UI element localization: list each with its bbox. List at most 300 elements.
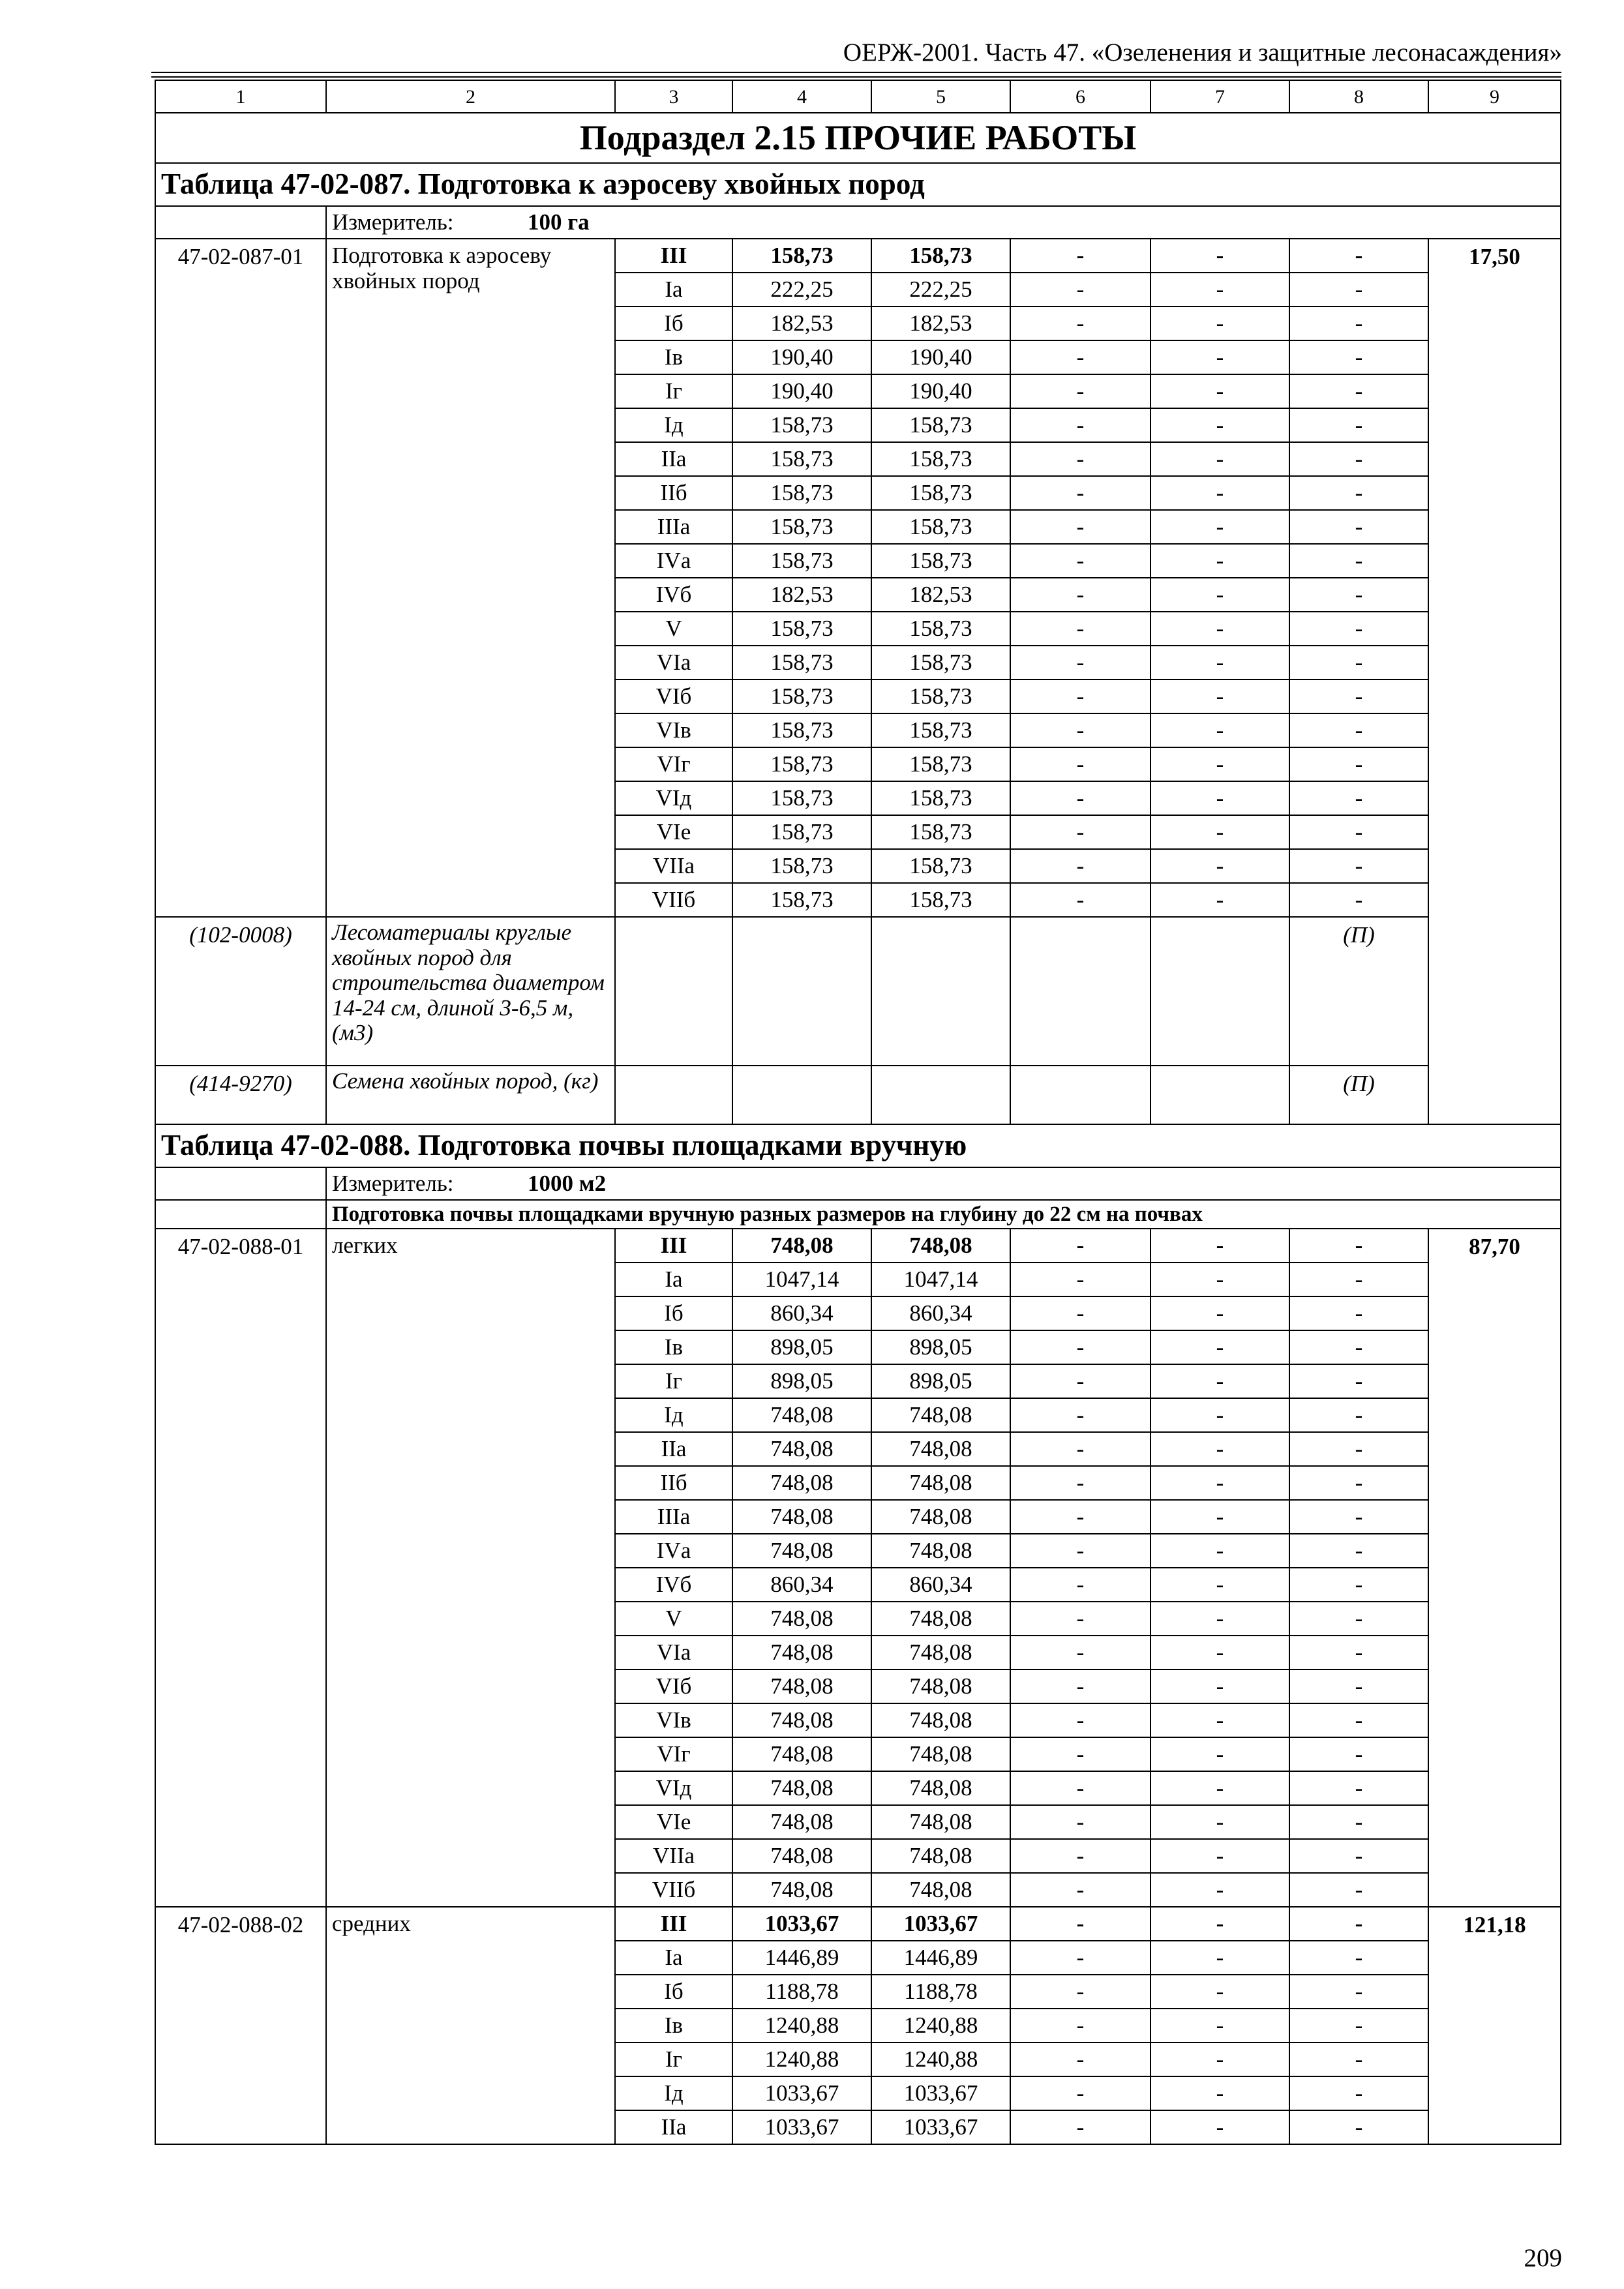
rate-value: - bbox=[1010, 646, 1150, 680]
rate-value: - bbox=[1289, 1975, 1428, 2009]
rate-value: - bbox=[1010, 1941, 1150, 1975]
rate-value: - bbox=[1010, 510, 1150, 544]
rate-value: - bbox=[1289, 747, 1428, 781]
material-code: (102-0008) bbox=[155, 917, 326, 1066]
rate-value: 748,08 bbox=[871, 1602, 1010, 1636]
rate-value: 748,08 bbox=[871, 1805, 1010, 1839]
rate-value: 860,34 bbox=[871, 1568, 1010, 1602]
column-number: 7 bbox=[1150, 80, 1289, 113]
measure-spacer bbox=[155, 1167, 326, 1200]
rate-value: 222,25 bbox=[871, 273, 1010, 307]
rate-value: - bbox=[1010, 1873, 1150, 1907]
zone-code: III bbox=[615, 239, 732, 273]
rate-value: - bbox=[1150, 815, 1289, 849]
rate-value: - bbox=[1150, 646, 1289, 680]
rate-value: 158,73 bbox=[732, 646, 871, 680]
header-rule bbox=[151, 72, 1561, 73]
material-name: Семена хвойных пород, (кг) bbox=[326, 1066, 615, 1124]
rate-value: - bbox=[1150, 883, 1289, 917]
rate-value: 158,73 bbox=[732, 815, 871, 849]
material-code: (414-9270) bbox=[155, 1066, 326, 1124]
zone-code: VIа bbox=[615, 646, 732, 680]
rate-value: - bbox=[1150, 578, 1289, 612]
rate-value: - bbox=[1010, 1636, 1150, 1669]
rate-value: - bbox=[1289, 578, 1428, 612]
rate-value: - bbox=[1289, 1568, 1428, 1602]
column-number-row bbox=[155, 80, 1561, 113]
zone-code: Iб bbox=[615, 1975, 732, 2009]
rate-value: - bbox=[1150, 1364, 1289, 1398]
rate-value: 748,08 bbox=[871, 1771, 1010, 1805]
rate-value: - bbox=[1010, 2009, 1150, 2042]
zone-code: Iг bbox=[615, 374, 732, 408]
rate-value: - bbox=[1150, 374, 1289, 408]
row-name: Подготовка к аэросеву хвойных пород bbox=[326, 239, 615, 917]
rate-value: 1033,67 bbox=[871, 2110, 1010, 2144]
column-number: 4 bbox=[732, 80, 871, 113]
rate-value: - bbox=[1289, 273, 1428, 307]
rate-value: - bbox=[1289, 781, 1428, 815]
empty-cell bbox=[871, 917, 1010, 1066]
zone-code: VIIб bbox=[615, 883, 732, 917]
rate-value: 158,73 bbox=[732, 612, 871, 646]
rate-value: - bbox=[1289, 340, 1428, 374]
rate-value: - bbox=[1150, 442, 1289, 476]
empty-cell bbox=[732, 917, 871, 1066]
rate-value: - bbox=[1150, 781, 1289, 815]
rate-value: 182,53 bbox=[871, 307, 1010, 340]
rate-value: - bbox=[1150, 1703, 1289, 1737]
rate-value: - bbox=[1289, 476, 1428, 510]
rate-value: - bbox=[1010, 2042, 1150, 2076]
column-number: 6 bbox=[1010, 80, 1150, 113]
rate-value: - bbox=[1289, 239, 1428, 273]
rate-value: - bbox=[1150, 680, 1289, 713]
rate-value: - bbox=[1289, 1669, 1428, 1703]
rate-value: - bbox=[1010, 680, 1150, 713]
rate-value: - bbox=[1289, 1873, 1428, 1907]
rate-value: 748,08 bbox=[732, 1500, 871, 1534]
rate-value: 1033,67 bbox=[732, 1907, 871, 1941]
measure bbox=[326, 206, 1561, 239]
rate-value: 748,08 bbox=[871, 1432, 1010, 1466]
rate-value: - bbox=[1289, 544, 1428, 578]
rate-value: 748,08 bbox=[732, 1466, 871, 1500]
subheader: Подготовка почвы площадками вручную разных размеров на глубину до 22 см на почвах bbox=[326, 1200, 1561, 1229]
zone-code: IIа bbox=[615, 2110, 732, 2144]
rate-value: 1188,78 bbox=[871, 1975, 1010, 2009]
rate-value: 748,08 bbox=[871, 1737, 1010, 1771]
rate-value: - bbox=[1289, 849, 1428, 883]
rate-value: - bbox=[1289, 1941, 1428, 1975]
rate-value: - bbox=[1150, 2110, 1289, 2144]
section-title-row bbox=[155, 113, 1561, 163]
rate-value: - bbox=[1150, 1466, 1289, 1500]
zone-code: VIа bbox=[615, 1636, 732, 1669]
rate-value: - bbox=[1010, 1364, 1150, 1398]
rate-value: 182,53 bbox=[732, 307, 871, 340]
zone-code: VIв bbox=[615, 713, 732, 747]
empty-cell bbox=[871, 1066, 1010, 1124]
rate-value: 1033,67 bbox=[732, 2076, 871, 2110]
zone-code: VIб bbox=[615, 1669, 732, 1703]
rate-value: 158,73 bbox=[871, 239, 1010, 273]
rate-value: - bbox=[1010, 374, 1150, 408]
rate-value: - bbox=[1150, 340, 1289, 374]
rate-value: - bbox=[1289, 510, 1428, 544]
empty-cell bbox=[1010, 1066, 1150, 1124]
rate-value: - bbox=[1150, 1568, 1289, 1602]
table-title: Таблица 47-02-087. Подготовка к аэросеву хвойных пород bbox=[155, 163, 1561, 206]
rate-value: 898,05 bbox=[732, 1330, 871, 1364]
table-row bbox=[155, 1229, 1561, 1263]
rate-value: - bbox=[1289, 1398, 1428, 1432]
zone-code: IVб bbox=[615, 578, 732, 612]
empty-cell bbox=[1010, 917, 1150, 1066]
zone-code: Iа bbox=[615, 1263, 732, 1296]
table-title-row bbox=[155, 1124, 1561, 1167]
rate-value: - bbox=[1010, 340, 1150, 374]
rate-value: 748,08 bbox=[871, 1500, 1010, 1534]
material-unit-flag: (П) bbox=[1289, 1066, 1428, 1124]
rate-value: - bbox=[1150, 1975, 1289, 2009]
rate-value: 748,08 bbox=[871, 1669, 1010, 1703]
rate-value: - bbox=[1289, 2042, 1428, 2076]
rates-table bbox=[155, 80, 1561, 2145]
zone-code: Iг bbox=[615, 2042, 732, 2076]
rate-value: 158,73 bbox=[871, 883, 1010, 917]
rate-value: 158,73 bbox=[732, 544, 871, 578]
material-name: Лесоматериалы круглые хвойных пород для строительства диаметром 14-24 см, длиной 3-6,5 м, (м3) bbox=[326, 917, 615, 1066]
zone-code: IIIа bbox=[615, 1500, 732, 1534]
subheader-row bbox=[155, 1200, 1561, 1229]
rate-value: 158,73 bbox=[732, 747, 871, 781]
row-total: 121,18 bbox=[1428, 1907, 1561, 2144]
zone-code: VIб bbox=[615, 680, 732, 713]
rate-value: 860,34 bbox=[871, 1296, 1010, 1330]
column-number: 8 bbox=[1289, 80, 1428, 113]
measure bbox=[326, 1167, 1561, 1200]
rate-value: 748,08 bbox=[871, 1398, 1010, 1432]
rate-value: - bbox=[1010, 1534, 1150, 1568]
empty-cell bbox=[1150, 917, 1289, 1066]
rate-value: - bbox=[1289, 1263, 1428, 1296]
material-row bbox=[155, 917, 1561, 1066]
rate-value: - bbox=[1289, 1805, 1428, 1839]
rate-value: 158,73 bbox=[871, 849, 1010, 883]
rate-value: - bbox=[1289, 1703, 1428, 1737]
rate-value: - bbox=[1289, 408, 1428, 442]
rate-value: 860,34 bbox=[732, 1568, 871, 1602]
rate-value: - bbox=[1150, 273, 1289, 307]
zone-code: IVа bbox=[615, 1534, 732, 1568]
rate-value: - bbox=[1010, 544, 1150, 578]
rate-value: 158,73 bbox=[732, 883, 871, 917]
rate-value: - bbox=[1150, 1805, 1289, 1839]
row-name: средних bbox=[326, 1907, 615, 2144]
rate-value: 1047,14 bbox=[732, 1263, 871, 1296]
rate-value: - bbox=[1150, 849, 1289, 883]
rate-value: - bbox=[1289, 1432, 1428, 1466]
rate-value: - bbox=[1289, 1466, 1428, 1500]
rate-value: 158,73 bbox=[732, 781, 871, 815]
rate-value: 158,73 bbox=[732, 442, 871, 476]
rate-value: - bbox=[1289, 1296, 1428, 1330]
rate-value: - bbox=[1289, 612, 1428, 646]
rate-value: - bbox=[1010, 1737, 1150, 1771]
rate-value: 748,08 bbox=[732, 1737, 871, 1771]
empty-cell bbox=[615, 917, 732, 1066]
zone-code: VIе bbox=[615, 1805, 732, 1839]
zone-code: VIг bbox=[615, 1737, 732, 1771]
rate-value: - bbox=[1010, 442, 1150, 476]
rate-value: - bbox=[1150, 1907, 1289, 1941]
column-number: 5 bbox=[871, 80, 1010, 113]
rate-value: - bbox=[1289, 442, 1428, 476]
empty-cell bbox=[1150, 1066, 1289, 1124]
zone-code: Iа bbox=[615, 273, 732, 307]
rate-value: - bbox=[1150, 307, 1289, 340]
rate-value: - bbox=[1150, 1432, 1289, 1466]
rate-value: 748,08 bbox=[871, 1636, 1010, 1669]
rate-value: 158,73 bbox=[871, 713, 1010, 747]
rate-value: - bbox=[1150, 1330, 1289, 1364]
column-number: 1 bbox=[155, 80, 326, 113]
rate-value: - bbox=[1150, 713, 1289, 747]
measure-label: Измеритель: bbox=[332, 209, 454, 235]
measure-value: 100 га bbox=[528, 209, 590, 235]
column-number: 3 bbox=[615, 80, 732, 113]
rate-value: - bbox=[1010, 713, 1150, 747]
rate-value: - bbox=[1010, 747, 1150, 781]
rate-value: - bbox=[1150, 747, 1289, 781]
zone-code: Iд bbox=[615, 408, 732, 442]
zone-code: IVб bbox=[615, 1568, 732, 1602]
rate-value: - bbox=[1150, 510, 1289, 544]
rate-value: - bbox=[1010, 1568, 1150, 1602]
rate-value: 158,73 bbox=[732, 408, 871, 442]
rate-value: 1188,78 bbox=[732, 1975, 871, 2009]
rate-value: - bbox=[1289, 2110, 1428, 2144]
zone-code: VIв bbox=[615, 1703, 732, 1737]
row-code: 47-02-087-01 bbox=[155, 239, 326, 917]
rate-value: 748,08 bbox=[871, 1873, 1010, 1907]
rate-value: 190,40 bbox=[732, 374, 871, 408]
rate-value: - bbox=[1010, 1500, 1150, 1534]
rate-value: - bbox=[1010, 578, 1150, 612]
column-number: 2 bbox=[326, 80, 615, 113]
rate-value: 1033,67 bbox=[732, 2110, 871, 2144]
rate-value: 748,08 bbox=[871, 1703, 1010, 1737]
rate-value: 190,40 bbox=[732, 340, 871, 374]
rate-value: - bbox=[1289, 1771, 1428, 1805]
rate-value: - bbox=[1010, 612, 1150, 646]
table-row bbox=[155, 1907, 1561, 1941]
rate-value: 748,08 bbox=[732, 1432, 871, 1466]
rate-value: - bbox=[1289, 680, 1428, 713]
rate-value: 748,08 bbox=[732, 1805, 871, 1839]
rate-value: 748,08 bbox=[871, 1229, 1010, 1263]
rate-value: - bbox=[1010, 1466, 1150, 1500]
rate-value: - bbox=[1150, 2009, 1289, 2042]
rate-value: - bbox=[1010, 781, 1150, 815]
zone-code: IIб bbox=[615, 1466, 732, 1500]
zone-code: Iв bbox=[615, 1330, 732, 1364]
measure-row bbox=[155, 206, 1561, 239]
rate-value: 158,73 bbox=[732, 849, 871, 883]
zone-code: Iб bbox=[615, 1296, 732, 1330]
rate-value: - bbox=[1010, 239, 1150, 273]
rate-value: 158,73 bbox=[732, 510, 871, 544]
zone-code: IIа bbox=[615, 442, 732, 476]
rate-value: - bbox=[1010, 1398, 1150, 1432]
rate-value: - bbox=[1289, 374, 1428, 408]
rate-value: - bbox=[1289, 1636, 1428, 1669]
column-number: 9 bbox=[1428, 80, 1561, 113]
rate-value: 748,08 bbox=[871, 1534, 1010, 1568]
zone-code: VIе bbox=[615, 815, 732, 849]
rate-value: - bbox=[1150, 1398, 1289, 1432]
rate-value: 1446,89 bbox=[732, 1941, 871, 1975]
rate-value: - bbox=[1150, 1771, 1289, 1805]
rate-value: - bbox=[1289, 883, 1428, 917]
rate-value: 182,53 bbox=[732, 578, 871, 612]
rate-value: 158,73 bbox=[732, 713, 871, 747]
rate-value: - bbox=[1150, 1602, 1289, 1636]
rate-value: - bbox=[1010, 2110, 1150, 2144]
rate-value: 190,40 bbox=[871, 374, 1010, 408]
rate-value: 748,08 bbox=[732, 1669, 871, 1703]
zone-code: VIIа bbox=[615, 1839, 732, 1873]
rate-value: 158,73 bbox=[871, 544, 1010, 578]
rate-value: - bbox=[1010, 476, 1150, 510]
rate-value: - bbox=[1289, 1907, 1428, 1941]
rate-value: - bbox=[1150, 1636, 1289, 1669]
measure-label: Измеритель: bbox=[332, 1170, 454, 1196]
rate-value: - bbox=[1150, 1941, 1289, 1975]
rate-value: - bbox=[1010, 815, 1150, 849]
rate-value: - bbox=[1150, 1296, 1289, 1330]
zone-code: VIд bbox=[615, 1771, 732, 1805]
rate-value: - bbox=[1289, 1534, 1428, 1568]
rate-value: 158,73 bbox=[871, 646, 1010, 680]
rate-value: - bbox=[1010, 1432, 1150, 1466]
rate-value: - bbox=[1289, 2076, 1428, 2110]
row-code: 47-02-088-01 bbox=[155, 1229, 326, 1907]
rate-value: 898,05 bbox=[871, 1364, 1010, 1398]
row-name: легких bbox=[326, 1229, 615, 1907]
rate-value: - bbox=[1150, 612, 1289, 646]
rate-value: - bbox=[1289, 1229, 1428, 1263]
zone-code: Iг bbox=[615, 1364, 732, 1398]
rate-value: - bbox=[1010, 273, 1150, 307]
row-code: 47-02-088-02 bbox=[155, 1907, 326, 2144]
rate-value: - bbox=[1289, 2009, 1428, 2042]
zone-code: Iд bbox=[615, 1398, 732, 1432]
rate-value: 748,08 bbox=[732, 1636, 871, 1669]
zone-code: IVа bbox=[615, 544, 732, 578]
rate-value: 748,08 bbox=[732, 1873, 871, 1907]
rate-value: - bbox=[1010, 1296, 1150, 1330]
measure-value: 1000 м2 bbox=[528, 1170, 607, 1196]
rate-value: 158,73 bbox=[871, 408, 1010, 442]
rate-value: 158,73 bbox=[871, 476, 1010, 510]
rate-value: - bbox=[1150, 1669, 1289, 1703]
rate-value: 158,73 bbox=[871, 781, 1010, 815]
rate-value: 898,05 bbox=[871, 1330, 1010, 1364]
rate-value: - bbox=[1010, 408, 1150, 442]
rate-value: - bbox=[1150, 1737, 1289, 1771]
rate-value: - bbox=[1289, 646, 1428, 680]
table-title-row bbox=[155, 163, 1561, 206]
subheader-spacer bbox=[155, 1200, 326, 1229]
rate-value: - bbox=[1150, 408, 1289, 442]
zone-code: VIг bbox=[615, 747, 732, 781]
zone-code: IIб bbox=[615, 476, 732, 510]
zone-code: V bbox=[615, 1602, 732, 1636]
material-unit-flag: (П) bbox=[1289, 917, 1428, 1066]
empty-cell bbox=[732, 1066, 871, 1124]
rate-value: 1240,88 bbox=[732, 2009, 871, 2042]
rate-value: 748,08 bbox=[871, 1839, 1010, 1873]
zone-code: Iв bbox=[615, 2009, 732, 2042]
rate-value: - bbox=[1010, 1602, 1150, 1636]
zone-code: VIд bbox=[615, 781, 732, 815]
rate-value: - bbox=[1010, 1805, 1150, 1839]
rate-value: - bbox=[1150, 2076, 1289, 2110]
rate-value: 190,40 bbox=[871, 340, 1010, 374]
row-total: 17,50 bbox=[1428, 239, 1561, 1124]
rate-value: 158,73 bbox=[732, 239, 871, 273]
empty-cell bbox=[615, 1066, 732, 1124]
rate-value: 748,08 bbox=[732, 1703, 871, 1737]
section-title: Подраздел 2.15 ПРОЧИЕ РАБОТЫ bbox=[155, 113, 1561, 163]
rate-value: 1047,14 bbox=[871, 1263, 1010, 1296]
material-row bbox=[155, 1066, 1561, 1124]
rate-value: - bbox=[1289, 1602, 1428, 1636]
rate-value: - bbox=[1289, 1500, 1428, 1534]
rate-value: 748,08 bbox=[732, 1534, 871, 1568]
rate-value: 1033,67 bbox=[871, 2076, 1010, 2110]
zone-code: IIа bbox=[615, 1432, 732, 1466]
rate-value: 860,34 bbox=[732, 1296, 871, 1330]
rate-value: 158,73 bbox=[871, 442, 1010, 476]
rate-value: - bbox=[1010, 1330, 1150, 1364]
rate-value: - bbox=[1010, 1975, 1150, 2009]
rate-value: 158,73 bbox=[732, 680, 871, 713]
rate-value: - bbox=[1150, 544, 1289, 578]
zone-code: VIIа bbox=[615, 849, 732, 883]
zone-code: Iа bbox=[615, 1941, 732, 1975]
rate-value: - bbox=[1010, 307, 1150, 340]
rate-value: 158,73 bbox=[732, 476, 871, 510]
rate-value: 748,08 bbox=[732, 1839, 871, 1873]
rate-value: 158,73 bbox=[871, 680, 1010, 713]
rate-value: - bbox=[1289, 815, 1428, 849]
rate-value: 182,53 bbox=[871, 578, 1010, 612]
header-rule bbox=[151, 76, 1561, 78]
header-title: ОЕРЖ-2001. Часть 47. «Озеленения и защитные лесонасаждения» bbox=[843, 38, 1562, 67]
rate-value: 1240,88 bbox=[732, 2042, 871, 2076]
rate-value: - bbox=[1289, 1330, 1428, 1364]
rate-value: - bbox=[1150, 1873, 1289, 1907]
rate-value: - bbox=[1010, 1669, 1150, 1703]
rate-value: - bbox=[1150, 1263, 1289, 1296]
rate-value: - bbox=[1150, 1839, 1289, 1873]
page-number: 209 bbox=[1524, 2244, 1562, 2272]
table-title: Таблица 47-02-088. Подготовка почвы площадками вручную bbox=[155, 1124, 1561, 1167]
rate-value: - bbox=[1150, 1229, 1289, 1263]
